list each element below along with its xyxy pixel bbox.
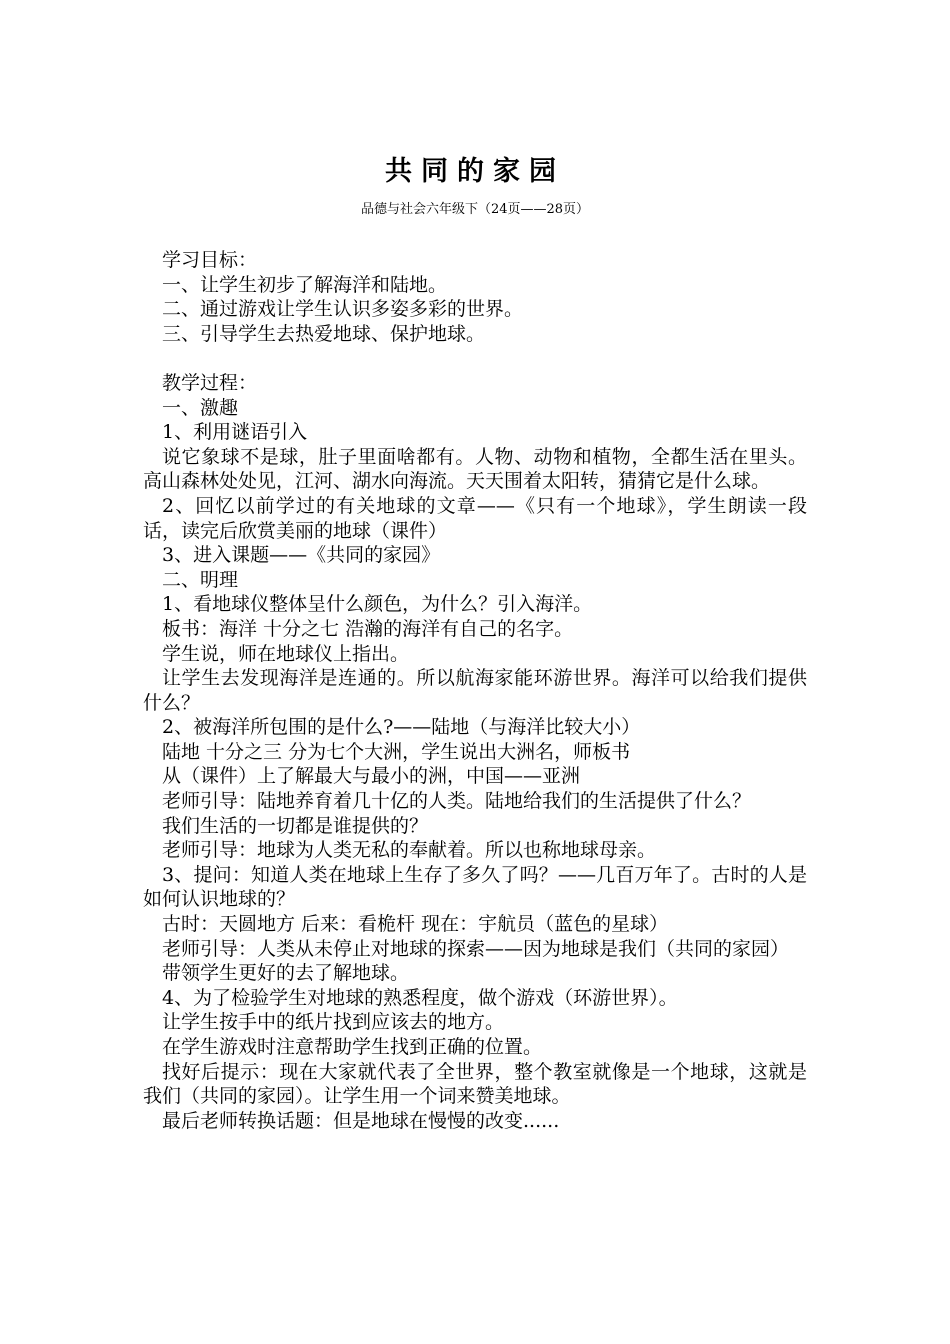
body-paragraph: 板书：海洋 十分之七 浩瀚的海洋有自己的名字。 bbox=[162, 617, 574, 640]
body-paragraph: 二、明理 bbox=[162, 568, 239, 591]
body-paragraph: 陆地 十分之三 分为七个大洲，学生说出大洲名，师板书 bbox=[162, 740, 631, 763]
body-paragraph: 2、回忆以前学过的有关地球的文章——《只有一个地球》，学生朗读一段话，读完后欣赏美丽的地球（课件） bbox=[143, 494, 807, 542]
body-paragraph: 1、利用谜语引入 bbox=[162, 421, 308, 444]
body-paragraph: 我们生活的一切都是谁提供的？ bbox=[162, 814, 429, 837]
body-paragraph: 三、引导学生去热爱地球、保护地球。 bbox=[162, 322, 486, 345]
body-paragraph: 教学过程： bbox=[162, 371, 258, 394]
body-paragraph: 最后老师转换话题：但是地球在慢慢的改变...... bbox=[162, 1109, 560, 1132]
body-paragraph: 1、看地球仪整体呈什么颜色，为什么？引入海洋。 bbox=[162, 593, 593, 616]
body-paragraph: 老师引导：陆地养育着几十亿的人类。陆地给我们的生活提供了什么？ bbox=[162, 790, 752, 813]
body-paragraph: 3、进入课题——《共同的家园》 bbox=[162, 544, 441, 567]
body-paragraph: 在学生游戏时注意帮助学生找到正确的位置。 bbox=[162, 1036, 543, 1058]
body-paragraph: 一、激趣 bbox=[162, 396, 239, 419]
body-paragraph: 带领学生更好的去了解地球。 bbox=[162, 962, 410, 985]
body-paragraph: 2、被海洋所包围的是什么?——陆地（与海洋比较大小） bbox=[162, 716, 641, 739]
body-paragraph: 让学生去发现海洋是连通的。所以航海家能环游世界。海洋可以给我们提供什么？ bbox=[143, 667, 807, 714]
blank-line bbox=[143, 346, 807, 371]
body-paragraph: 4、为了检验学生对地球的熟悉程度，做个游戏（环游世界）。 bbox=[162, 986, 678, 1009]
body-paragraph: 从（课件）上了解最大与最小的洲，中国——亚洲 bbox=[162, 765, 581, 788]
body-paragraph: 3、提问：知道人类在地球上生存了多久了吗？——几百万年了。古时的人是如何认识地球的？ bbox=[143, 863, 807, 911]
body-paragraph: 古时：天圆地方 后来：看桅杆 现在：宇航员（蓝色的星球） bbox=[162, 913, 669, 936]
body-paragraph: 老师引导：地球为人类无私的奉献着。所以也称地球母亲。 bbox=[162, 839, 657, 862]
body-paragraph: 老师引导：人类从未停止对地球的探索——因为地球是我们（共同的家园） bbox=[162, 937, 790, 960]
body-paragraph: 说它象球不是球，肚子里面啥都有。人物、动物和植物，全都生活在里头。高山森林处处见，江河、湖水向海流。天天围着太阳转，猜猜它是什么球。 bbox=[143, 445, 807, 493]
body-paragraph: 学习目标： bbox=[162, 249, 258, 271]
body-paragraph: 二、通过游戏让学生认识多姿多彩的世界。 bbox=[162, 298, 524, 321]
document-title: 共同的家园 bbox=[385, 156, 565, 187]
document-body bbox=[143, 248, 807, 1133]
body-paragraph: 让学生按手中的纸片找到应该去的地方。 bbox=[162, 1011, 505, 1034]
body-paragraph: 找好后提示：现在大家就代表了全世界，整个教室就像是一个地球，这就是我们（共同的家园）。让学生用一个词来赞美地球。 bbox=[143, 1060, 807, 1108]
body-paragraph: 一、让学生初步了解海洋和陆地。 bbox=[162, 273, 448, 296]
body-paragraph: 学生说，师在地球仪上指出。 bbox=[162, 642, 410, 665]
document-subtitle: 品德与社会六年级下（24页——28页） bbox=[360, 202, 590, 217]
